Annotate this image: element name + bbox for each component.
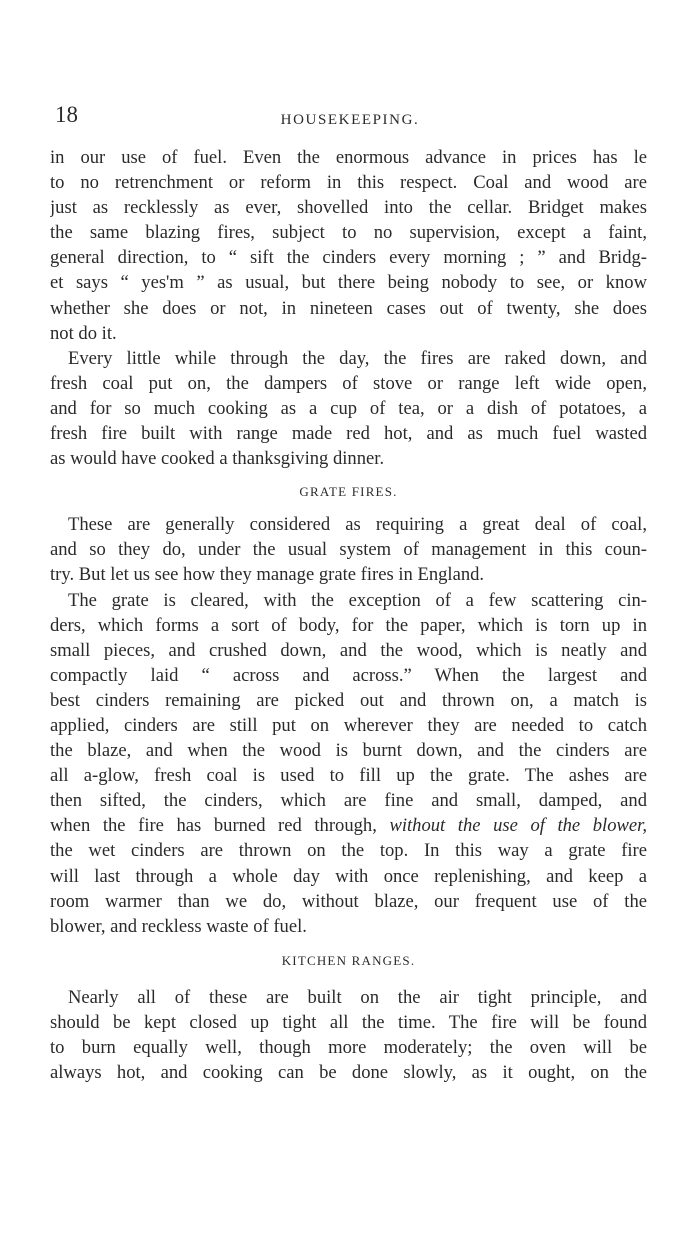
- text-line: Every little while through the day, the fires are raked down, and: [68, 347, 647, 369]
- text-line: to burn equally well, though more moderately; the oven will be: [50, 1037, 647, 1058]
- text-line: The grate is cleared, with the exception of a few scattering cin-: [68, 589, 647, 611]
- text-line: compactly laid “ across and across.” When the largest and: [50, 664, 647, 686]
- text-line: not do it.: [50, 322, 117, 344]
- text-line: [50, 813, 647, 838]
- text-line: try. But let us see how they manage grate fires in England.: [50, 564, 485, 586]
- page-number: 18: [55, 102, 78, 127]
- text-line: in our use of fuel. Even the enormous advance in prices has le: [50, 147, 647, 168]
- paragraph-fires-raked: [50, 346, 647, 471]
- text-line: best cinders remaining are picked out and thrown on, a match is: [50, 689, 647, 711]
- text-line: just as recklessly as ever, shovelled into the cellar. Bridget makes: [50, 197, 647, 219]
- text-line: the blaze, and when the wood is burnt down, and the cinders are: [50, 740, 647, 762]
- text-line: general direction, to “ sift the cinders every morning ; ” and Bridg-: [50, 247, 647, 269]
- text-line: room warmer than we do, without blaze, our frequent use of the: [50, 890, 647, 912]
- italic-phrase: without the use of the blower,: [389, 815, 647, 837]
- text-line: et says “ yes'm ” as usual, but there being nobody to see, or know: [50, 272, 647, 294]
- text-line: Nearly all of these are built on the air tight principle, and: [68, 986, 647, 1008]
- text-line: ders, which forms a sort of body, for the paper, which is torn up in: [50, 614, 647, 636]
- paragraph-grate-fires-intro: [50, 512, 647, 587]
- text-line: to no retrenchment or reform in this respect. Coal and wood are: [50, 172, 647, 194]
- paragraph-grate-method: [50, 588, 647, 939]
- page-body: [50, 145, 647, 1085]
- text-line: all a-glow, fresh coal is used to fill up the grate. The ashes are: [50, 765, 647, 787]
- text-line: the wet cinders are thrown on the top. In this way a grate fire: [50, 840, 647, 862]
- text-line: the same blazing fires, subject to no supervision, except a faint,: [50, 222, 647, 244]
- paragraph-fuel-waste: [50, 145, 647, 346]
- text-line: and so they do, under the usual system of management in this coun-: [50, 539, 647, 561]
- text-line: as would have cooked a thanksgiving dinner.: [50, 448, 385, 470]
- paragraph-kitchen-ranges: [50, 985, 647, 1085]
- text-line: fresh fire built with range made red hot, and as much fuel wasted: [50, 423, 647, 445]
- text-line: and for so much cooking as a cup of tea, or a dish of potatoes, a: [50, 397, 647, 419]
- text-line: blower, and reckless waste of fuel.: [50, 915, 307, 937]
- section-heading-grate-fires: GRATE FIRES.: [299, 484, 398, 500]
- text-line: small pieces, and crushed down, and the wood, which is neatly and: [50, 639, 647, 661]
- text-line: should be kept closed up tight all the time. The fire will be found: [50, 1011, 647, 1033]
- text-line: whether she does or not, in nineteen cases out of twenty, she does: [50, 297, 647, 319]
- text-line: always hot, and cooking can be done slowly, as it ought, on the: [50, 1062, 647, 1084]
- text-line: will last through a whole day with once replenishing, and keep a: [50, 865, 647, 887]
- text-line: applied, cinders are still put on wherever they are needed to catch: [50, 714, 647, 736]
- text-line: These are generally considered as requiring a great deal of coal,: [68, 514, 647, 536]
- text-run: when the fire has burned red through,: [50, 815, 390, 837]
- text-line: fresh coal put on, the dampers of stove or range left wide open,: [50, 372, 647, 394]
- running-title: HOUSEKEEPING.: [280, 112, 420, 128]
- section-heading-kitchen-ranges: KITCHEN RANGES.: [281, 952, 416, 968]
- text-line: then sifted, the cinders, which are fine and small, damped, and: [50, 790, 647, 812]
